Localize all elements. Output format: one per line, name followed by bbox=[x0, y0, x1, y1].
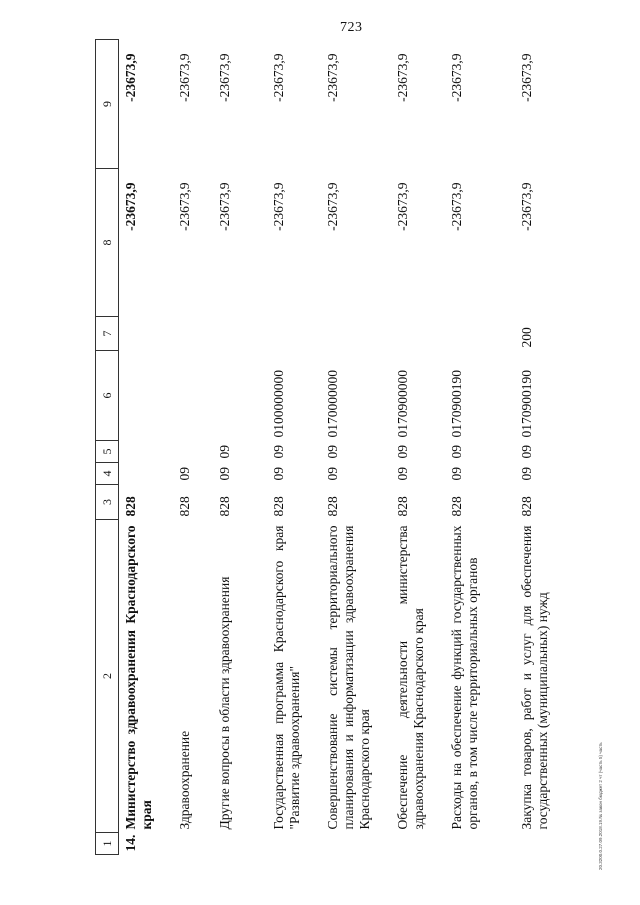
cell-section: 09 bbox=[449, 467, 464, 481]
row-number bbox=[267, 833, 321, 855]
cell-amount-1: -23673,9 bbox=[123, 182, 138, 231]
cell-amount-1: -23673,9 bbox=[519, 182, 534, 231]
cell-target-article: 0170000000 bbox=[325, 370, 340, 438]
row-number bbox=[515, 833, 585, 855]
cell-subsection bbox=[119, 441, 174, 463]
cell-expense-type bbox=[173, 317, 213, 351]
column-header: 5 bbox=[96, 441, 119, 463]
cell-section: 09 bbox=[177, 467, 192, 481]
row-name: Здравоохранение bbox=[177, 730, 192, 830]
table-row bbox=[267, 40, 321, 855]
cell-subsection: 09 bbox=[217, 445, 232, 459]
column-header: 4 bbox=[96, 463, 119, 485]
cell-expense-type bbox=[119, 317, 174, 351]
row-name: Обеспечение деятельности министерства здравоохранения Краснодарского края bbox=[395, 525, 426, 830]
cell-grbs: 828 bbox=[217, 496, 232, 517]
row-name: Другие вопросы в области здравоохранения bbox=[217, 576, 232, 830]
cell-expense-type bbox=[213, 317, 267, 351]
footer-stamp: 20.3200.0.27.09.2018.19.№ закон бюджет 2 чт (часть 5) часть bbox=[598, 742, 603, 870]
cell-subsection: 09 bbox=[325, 445, 340, 459]
row-number bbox=[213, 833, 267, 855]
cell-amount-2: -23673,9 bbox=[395, 53, 410, 102]
row-name: Расходы на обеспечение функций государственных органов, в том числе территориальных органов bbox=[449, 525, 480, 830]
budget-table-grid bbox=[95, 39, 585, 855]
cell-amount-1: -23673,9 bbox=[271, 182, 286, 231]
cell-section bbox=[119, 463, 174, 485]
cell-expense-type bbox=[445, 317, 515, 351]
cell-grbs: 828 bbox=[325, 496, 340, 517]
column-header: 9 bbox=[96, 40, 119, 169]
cell-expense-type bbox=[267, 317, 321, 351]
table-row bbox=[173, 40, 213, 855]
column-header: 8 bbox=[96, 169, 119, 317]
cell-target-article bbox=[119, 351, 174, 441]
cell-section: 09 bbox=[271, 467, 286, 481]
cell-amount-1: -23673,9 bbox=[395, 182, 410, 231]
cell-expense-type bbox=[391, 317, 445, 351]
cell-grbs: 828 bbox=[123, 496, 138, 517]
cell-amount-2: -23673,9 bbox=[449, 53, 464, 102]
cell-expense-type: 200 bbox=[519, 327, 534, 348]
column-header: 1 bbox=[96, 833, 119, 855]
cell-section: 09 bbox=[519, 467, 534, 481]
cell-section: 09 bbox=[325, 467, 340, 481]
table-row bbox=[213, 40, 267, 855]
cell-grbs: 828 bbox=[271, 496, 286, 517]
row-name: Совершенствование системы территориального планирования и информатизации здравоохранения Краснодарского края bbox=[325, 525, 372, 830]
cell-amount-2: -23673,9 bbox=[271, 53, 286, 102]
row-number: 14. bbox=[123, 834, 138, 852]
cell-target-article: 0170900190 bbox=[519, 370, 534, 438]
page-number: 723 bbox=[340, 20, 363, 35]
cell-section: 09 bbox=[217, 467, 232, 481]
row-number bbox=[173, 833, 213, 855]
cell-grbs: 828 bbox=[177, 496, 192, 517]
cell-subsection: 09 bbox=[271, 445, 286, 459]
cell-subsection: 09 bbox=[519, 445, 534, 459]
cell-grbs: 828 bbox=[395, 496, 410, 517]
cell-grbs: 828 bbox=[449, 496, 464, 517]
cell-subsection: 09 bbox=[395, 445, 410, 459]
table-header-row bbox=[96, 40, 119, 855]
cell-target-article: 0100000000 bbox=[271, 370, 286, 438]
row-name: Государственная программа Краснодарского края "Развитие здравоохранения" bbox=[271, 525, 302, 830]
table-row bbox=[119, 40, 174, 855]
cell-grbs: 828 bbox=[519, 496, 534, 517]
column-header: 3 bbox=[96, 485, 119, 520]
column-header: 6 bbox=[96, 351, 119, 441]
row-name: Министерство здравоохранения Краснодарского края bbox=[123, 525, 154, 830]
cell-section: 09 bbox=[395, 467, 410, 481]
cell-amount-1: -23673,9 bbox=[325, 182, 340, 231]
cell-amount-1: -23673,9 bbox=[177, 182, 192, 231]
column-header: 2 bbox=[96, 520, 119, 833]
cell-subsection: 09 bbox=[449, 445, 464, 459]
cell-target-article bbox=[173, 351, 213, 441]
cell-target-article: 0170900000 bbox=[395, 370, 410, 438]
row-number bbox=[445, 833, 515, 855]
row-number bbox=[391, 833, 445, 855]
table-row bbox=[391, 40, 445, 855]
cell-target-article bbox=[213, 351, 267, 441]
cell-amount-1: -23673,9 bbox=[449, 182, 464, 231]
column-header: 7 bbox=[96, 317, 119, 351]
cell-target-article: 0170900190 bbox=[449, 370, 464, 438]
row-number bbox=[321, 833, 391, 855]
row-name: Закупка товаров, работ и услуг для обеспечения государственных (муниципальных) нужд bbox=[519, 525, 550, 830]
cell-amount-1: -23673,9 bbox=[217, 182, 232, 231]
cell-expense-type bbox=[321, 317, 391, 351]
cell-amount-2: -23673,9 bbox=[123, 53, 138, 102]
table-row bbox=[445, 40, 515, 855]
cell-subsection bbox=[173, 441, 213, 463]
table-row bbox=[321, 40, 391, 855]
cell-amount-2: -23673,9 bbox=[325, 53, 340, 102]
budget-table bbox=[95, 40, 555, 855]
cell-amount-2: -23673,9 bbox=[217, 53, 232, 102]
cell-amount-2: -23673,9 bbox=[177, 53, 192, 102]
table-row bbox=[515, 40, 585, 855]
cell-amount-2: -23673,9 bbox=[519, 53, 534, 102]
